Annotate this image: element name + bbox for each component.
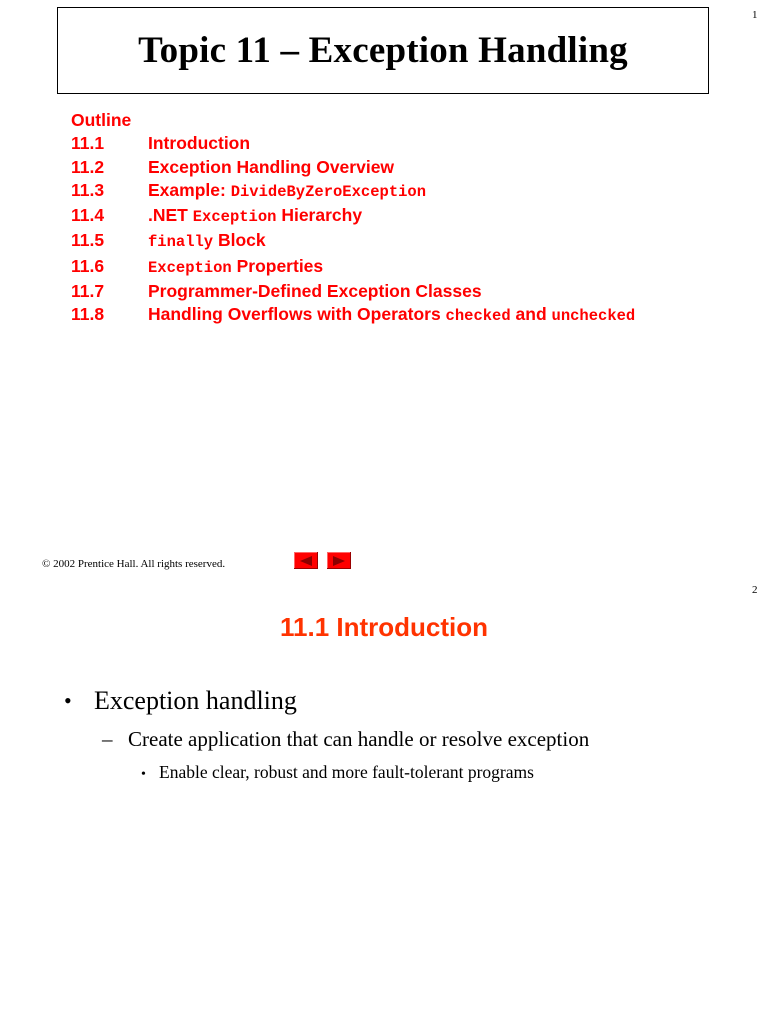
bullet-text: Create application that can handle or resolve exception xyxy=(128,727,590,751)
outline-item[interactable] xyxy=(71,229,635,254)
code-term: unchecked xyxy=(551,307,636,326)
page-number: 1 xyxy=(752,9,758,21)
outline-item-label xyxy=(148,280,482,303)
bullet-text: Enable clear, robust and more fault-tolerant programs xyxy=(159,762,534,782)
outline-item-number: 11.8 xyxy=(71,304,105,325)
outline-heading: Outline xyxy=(71,110,132,130)
label-text: Handling Overflows with Operators xyxy=(148,304,446,325)
next-arrow-icon xyxy=(332,556,346,566)
outline-list xyxy=(71,132,635,328)
bullet-level-3 xyxy=(141,762,534,783)
outline-item[interactable] xyxy=(71,204,635,229)
code-term: checked xyxy=(445,307,511,326)
outline-item-label xyxy=(148,204,362,229)
outline-item-label xyxy=(148,179,426,204)
label-text: .NET xyxy=(148,205,193,226)
outline-item-number: 11.1 xyxy=(71,133,105,154)
label-text: and xyxy=(510,304,552,325)
outline-item-number: 11.2 xyxy=(71,156,105,177)
code-term: Exception xyxy=(192,208,277,227)
title-box xyxy=(57,7,709,94)
outline-item-label xyxy=(148,229,266,254)
outline-item[interactable] xyxy=(71,280,635,303)
slide-title: 11.1 Introduction xyxy=(279,612,489,642)
label-text: Exception Handling Overview xyxy=(148,156,395,177)
outline-item-label xyxy=(148,132,250,155)
outline xyxy=(71,109,635,329)
bullet-text: Exception handling xyxy=(94,686,297,715)
code-term: DivideByZeroException xyxy=(230,182,427,201)
copyright-notice: © 2002 Prentice Hall. All rights reserved. xyxy=(42,558,226,570)
page-title: Topic 11 – Exception Handling xyxy=(138,30,628,71)
label-text: Example: xyxy=(148,179,231,200)
outline-item[interactable] xyxy=(71,303,635,328)
outline-item-number: 11.3 xyxy=(71,179,105,200)
label-text: Properties xyxy=(231,255,324,276)
previous-arrow-icon xyxy=(299,556,313,566)
outline-item[interactable] xyxy=(71,132,635,155)
code-term: finally xyxy=(148,233,214,252)
outline-item-label xyxy=(148,303,635,328)
outline-item-number: 11.4 xyxy=(71,205,105,226)
code-term: Exception xyxy=(148,258,232,277)
label-text: Introduction xyxy=(148,133,251,154)
next-slide-button[interactable] xyxy=(327,552,351,569)
page-number-2: 2 xyxy=(752,584,758,596)
bullet-level-2 xyxy=(102,727,589,752)
label-text: Programmer-Defined Exception Classes xyxy=(148,281,482,302)
outline-item[interactable] xyxy=(71,179,635,204)
outline-item-number: 11.6 xyxy=(71,255,105,276)
outline-item[interactable] xyxy=(71,255,635,280)
label-text: Block xyxy=(213,230,266,251)
bullet-dot-icon: • xyxy=(141,767,146,782)
outline-item[interactable] xyxy=(71,156,635,179)
outline-item-number: 11.5 xyxy=(71,230,105,251)
dash-bullet-icon: – xyxy=(102,727,113,751)
previous-slide-button[interactable] xyxy=(294,552,318,569)
label-text: Hierarchy xyxy=(276,205,363,226)
outline-item-label xyxy=(148,156,394,179)
outline-item-label xyxy=(148,255,323,280)
bullet-dot-icon: • xyxy=(64,688,72,713)
outline-item-number: 11.7 xyxy=(71,281,105,302)
